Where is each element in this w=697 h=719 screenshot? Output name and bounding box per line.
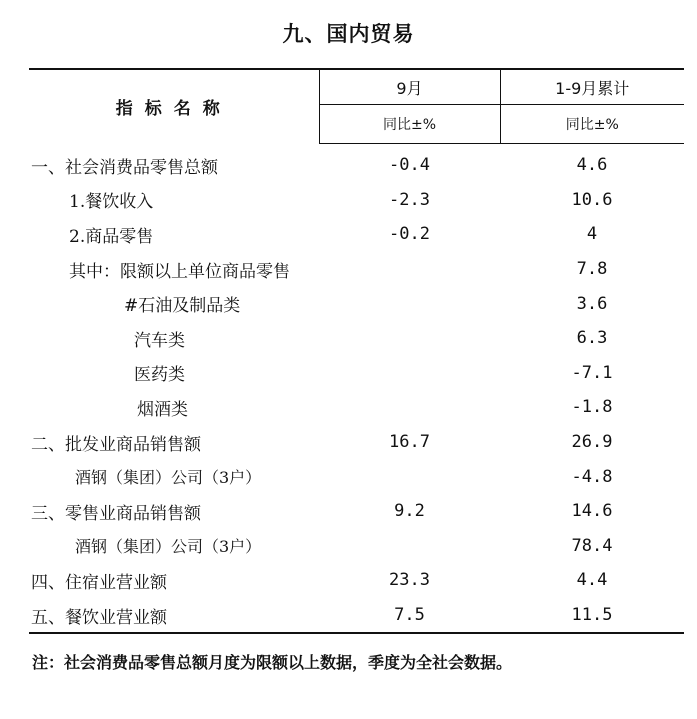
cumulative-value: 7.8 (576, 259, 608, 280)
month-value (319, 286, 500, 321)
row-label: 酒钢（集团）公司（3户） (75, 537, 262, 557)
table-row (29, 390, 684, 425)
row-label: 2.商品零售 (69, 226, 154, 247)
cumulative-value: 26.9 (571, 432, 613, 453)
month-column-header: 9月 (319, 69, 500, 105)
month-value: 16.7 (389, 432, 430, 453)
month-value: 23.3 (389, 570, 430, 591)
month-value (319, 356, 500, 391)
table-row (29, 286, 684, 321)
table-row (29, 529, 684, 564)
month-value (319, 390, 500, 425)
table-row (29, 598, 684, 634)
month-value: -0.2 (389, 224, 430, 245)
cumulative-yoy-subheader: 同比±% (500, 105, 684, 144)
row-label: 汽车类 (134, 330, 185, 351)
footnote: 注：社会消费品零售总额月度为限额以上数据，季度为全社会数据。 (32, 653, 513, 672)
cumulative-value: 10.6 (571, 189, 613, 210)
table-row (29, 425, 684, 460)
table-row (29, 563, 684, 598)
table-row (29, 321, 684, 356)
cumulative-value: -1.8 (571, 397, 613, 418)
table-row (29, 144, 684, 183)
domestic-trade-table (29, 68, 684, 634)
table-row (29, 217, 684, 252)
row-label: 酒钢（集团）公司（3户） (75, 468, 262, 488)
cumulative-value: -4.8 (571, 466, 613, 487)
month-value: -0.4 (389, 155, 430, 176)
cumulative-value: 4 (586, 224, 598, 245)
row-label: 1.餐饮收入 (69, 192, 154, 213)
cumulative-value: 3.6 (576, 293, 608, 314)
cumulative-value: -7.1 (571, 362, 613, 383)
cumulative-column-header: 1-9月累计 (500, 69, 684, 105)
row-label: 四、住宿业营业额 (31, 572, 167, 593)
table-row (29, 459, 684, 494)
month-value: -2.3 (389, 189, 430, 210)
cumulative-value: 78.4 (571, 535, 613, 556)
month-value (319, 321, 500, 356)
row-label: #石油及制品类 (124, 296, 241, 317)
month-value (319, 459, 500, 494)
row-label: 三、零售业商品销售额 (31, 503, 201, 524)
cumulative-value: 4.6 (576, 155, 608, 176)
month-value: 9.2 (394, 501, 425, 522)
page-title: 九、国内贸易 (282, 22, 415, 46)
table-row (29, 252, 684, 287)
row-label: 一、社会消费品零售总额 (31, 157, 218, 178)
table-row (29, 494, 684, 529)
month-value: 7.5 (319, 598, 500, 634)
row-label: 其中：限额以上单位商品零售 (69, 261, 290, 282)
row-label: 五、餐饮业营业额 (29, 598, 319, 634)
cumulative-value: 6.3 (576, 328, 608, 349)
indicator-name-header: 指标名称 (29, 69, 319, 144)
row-label: 二、批发业商品销售额 (31, 434, 201, 455)
table-row (29, 183, 684, 218)
table-row (29, 356, 684, 391)
month-value (319, 252, 500, 287)
row-label: 医药类 (134, 365, 185, 386)
cumulative-value: 14.6 (571, 501, 613, 522)
cumulative-value: 11.5 (500, 598, 684, 634)
month-yoy-subheader: 同比±% (319, 105, 500, 144)
cumulative-value: 4.4 (576, 570, 608, 591)
row-label: 烟酒类 (137, 399, 188, 420)
month-value (319, 529, 500, 564)
